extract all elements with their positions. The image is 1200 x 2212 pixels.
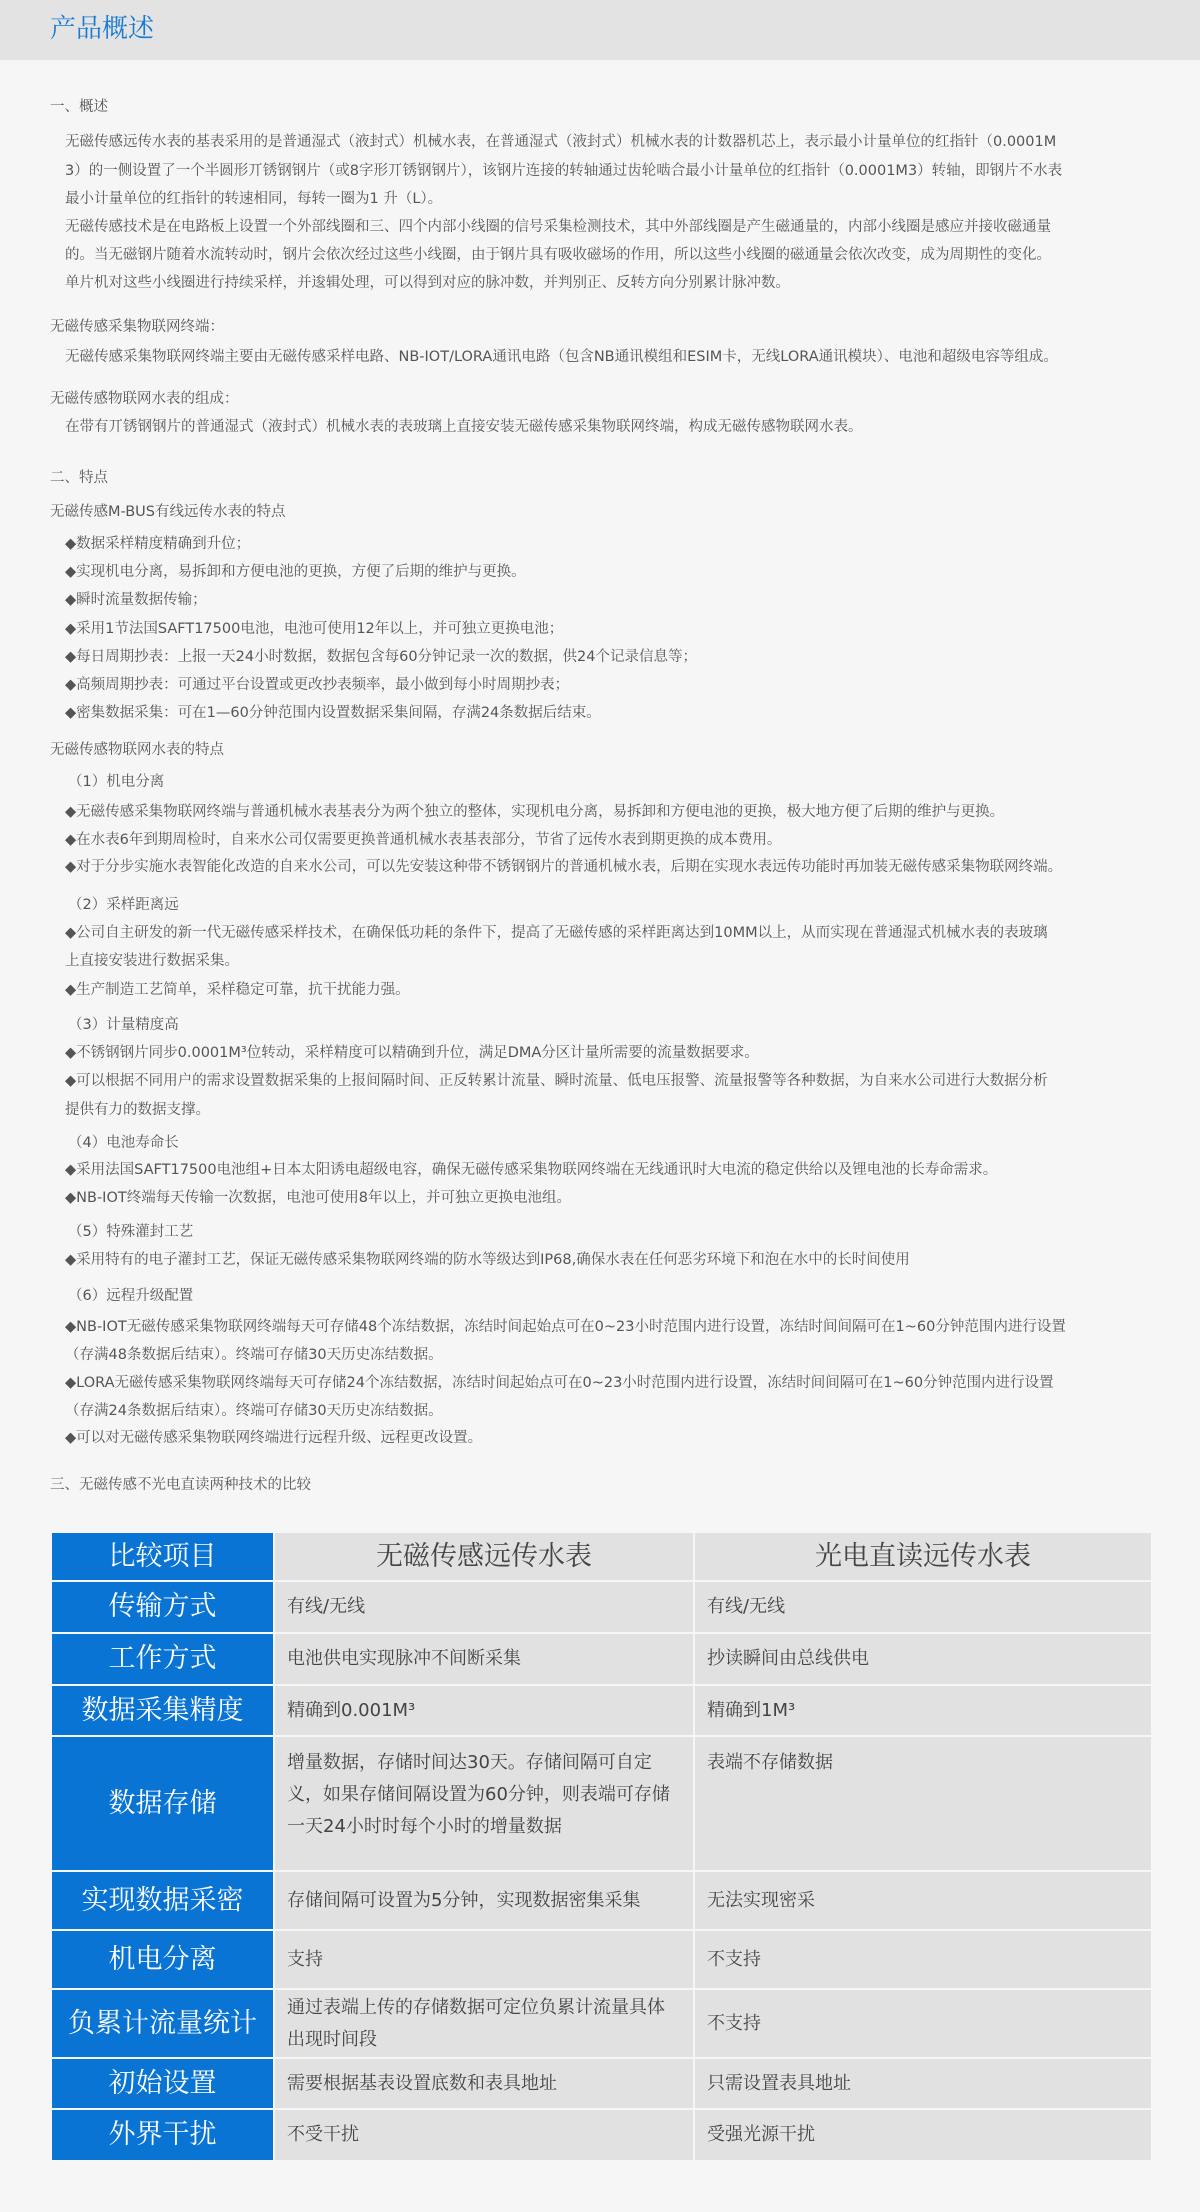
bullet-line: ◆NB-IOT无磁传感采集物联网终端每天可存储48个冻结数据，冻结时间起始点可在0~23小时范围内进行设置，冻结时间间隔可在1~60分钟范围内进行设置 (65, 1319, 1066, 1335)
subheading: （4）电池寿命长 (68, 1135, 179, 1151)
magnetless-cell: 需要根据基表设置底数和表具地址 (274, 2058, 694, 2109)
bullet-line: ◆对于分步实施水表智能化改造的自来水公司，可以先安装这种带不锈钢钢片的普通机械水表，后期在实现水表远传功能时再加装无磁传感采集物联网终端。 (65, 859, 1063, 875)
bullet-line: ◆在水表6年到期周检时，自来水公司仅需要更换普通机械水表基表部分，节省了远传水表到期更换的成本费用。 (65, 832, 782, 848)
photoelectric-cell: 只需设置表具地址 (694, 2058, 1152, 2109)
page-header (0, 0, 1200, 60)
bullet-line: （存满48条数据后结束）。终端可存储30天历史冻结数据。 (65, 1347, 443, 1363)
bullet-line: ◆公司自主研发的新一代无磁传感采样技术，在确保低功耗的条件下，提高了无磁传感的采样距离达到10MM以上，从而实现在普通湿式机械水表的表玻璃 (65, 925, 1048, 941)
photoelectric-cell: 表端不存储数据 (694, 1736, 1152, 1871)
photoelectric-cell: 精确到1M³ (694, 1685, 1152, 1736)
photoelectric-cell: 有线/无线 (694, 1581, 1152, 1633)
header-cell-magnetless: 无磁传感远传水表 (274, 1532, 694, 1581)
table-row (51, 1633, 1152, 1685)
magnetless-cell: 电池供电实现脉冲不间断采集 (274, 1633, 694, 1685)
magnetless-cell: 有线/无线 (274, 1581, 694, 1633)
section-heading: 无磁传感M-BUS有线远传水表的特点 (50, 504, 286, 520)
subheading: （3）计量精度高 (68, 1017, 179, 1033)
row-label-cell: 外界干扰 (51, 2109, 274, 2161)
bullet-line: ◆LORA无磁传感采集物联网终端每天可存储24个冻结数据，冻结时间起始点可在0~23小时范围内进行设置，冻结时间间隔可在1~60分钟范围内进行设置 (65, 1375, 1054, 1391)
section-heading: 无磁传感物联网水表的特点 (50, 742, 224, 758)
paragraph-line: 无磁传感采集物联网终端主要由无磁传感采样电路、NB-IOT/LORA通讯电路（包含NB通讯模组和ESIM卡，无线LORA通讯模块）、电池和超级电容等组成。 (65, 349, 1058, 365)
paragraph-line: 无磁传感技术是在电路板上设置一个外部线圈和三、四个内部小线圈的信号采集检测技术，其中外部线圈是产生磁通量的，内部小线圈是感应并接收磁通量 (65, 219, 1051, 235)
table-header-row (51, 1532, 1152, 1581)
bullet-line: ◆可以根据不同用户的需求设置数据采集的上报间隔时间、正反转累计流量、瞬时流量、低电压报警、流量报警等各种数据，为自来水公司进行大数据分析 (65, 1073, 1048, 1089)
subheading: （6）远程升级配置 (68, 1288, 194, 1304)
table-row (51, 1685, 1152, 1736)
paragraph-line: 在带有丌锈钢钢片的普通湿式（液封式）机械水表的表玻璃上直接安装无磁传感采集物联网终端，构成无磁传感物联网水表。 (65, 419, 863, 435)
row-label-cell: 工作方式 (51, 1633, 274, 1685)
magnetless-cell: 精确到0.001M³ (274, 1685, 694, 1736)
magnetless-cell: 支持 (274, 1930, 694, 1989)
row-label-cell: 传输方式 (51, 1581, 274, 1633)
subheading: （1）机电分离 (68, 774, 165, 790)
table-row (51, 1581, 1152, 1633)
magnetless-cell: 存储间隔可设置为5分钟，实现数据密集采集 (274, 1871, 694, 1930)
bullet-line: 上直接安装进行数据采集。 (65, 953, 239, 969)
paragraph-line: 3）的一侧设置了一个半圆形丌锈钢钢片（或8字形丌锈钢钢片），该钢片连接的转轴通过齿轮啮合最小计量单位的红指针（0.0001M3）转轴，即钢片不水表 (65, 163, 1063, 179)
paragraph-line: 的。当无磁钢片随着水流转动时，钢片会依次经过这些小线圈，由于钢片具有吸收磁场的作用，所以这些小线圈的磁通量会依次改变，成为周期性的变化。 (65, 247, 1051, 263)
photoelectric-cell: 无法实现密采 (694, 1871, 1152, 1930)
paragraph-line: 单片机对这些小线圈进行持续采样，并逡辑处理，可以得到对应的脉冲数，并判别正、反转方向分别累计脉冲数。 (65, 275, 790, 291)
row-label-cell: 实现数据采密 (51, 1871, 274, 1930)
photoelectric-cell: 抄读瞬间由总线供电 (694, 1633, 1152, 1685)
table-row (51, 2058, 1152, 2109)
bullet-line: ◆生产制造工艺简单，采样稳定可靠，抗干扰能力强。 (65, 982, 410, 998)
magnetless-cell: 通过表端上传的存储数据可定位负累计流量具体出现时间段 (274, 1989, 694, 2058)
row-label-cell: 机电分离 (51, 1930, 274, 1989)
photoelectric-cell: 不支持 (694, 1930, 1152, 1989)
header-cell-photoelectric: 光电直读远传水表 (694, 1532, 1152, 1581)
paragraph-line: 无磁传感远传水表的基表采用的是普通湿式（液封式）机械水表，在普通湿式（液封式）机械水表的计数器机芯上，表示最小计量单位的红指针（0.0001M (65, 134, 1057, 150)
bullet-line: ◆采用特有的电子灌封工艺，保证无磁传感采集物联网终端的防水等级达到IP68,确保水表在任何恶劣环境下和泡在水中的长时间使用 (65, 1252, 910, 1268)
subheading: （5）特殊灌封工艺 (68, 1224, 194, 1240)
row-label-cell: 数据存储 (51, 1736, 274, 1871)
bullet-line: ◆采用1节法国SAFT17500电池，电池可使用12年以上，并可独立更换电池； (65, 621, 564, 637)
bullet-line: ◆瞬时流量数据传输； (65, 592, 207, 608)
section-heading: 无磁传感采集物联网终端： (50, 319, 224, 335)
page-title: 产品概述 (50, 14, 155, 44)
bullet-line: ◆NB-IOT终端每天传输一次数据，电池可使用8年以上，并可独立更换电池组。 (65, 1190, 571, 1206)
magnetless-cell: 不受干扰 (274, 2109, 694, 2161)
photoelectric-cell: 受强光源干扰 (694, 2109, 1152, 2161)
bullet-line: ◆采用法国SAFT17500电池组+日本太阳诱电超级电容，确保无磁传感采集物联网终端在无线通讯时大电流的稳定供给以及锂电池的长寿命需求。 (65, 1162, 998, 1178)
section-heading: 无磁传感物联网水表的组成： (50, 391, 239, 407)
section-heading: 一、概述 (50, 99, 108, 115)
table-row (51, 1930, 1152, 1989)
table-row (51, 1871, 1152, 1930)
row-label-cell: 初始设置 (51, 2058, 274, 2109)
bullet-line: ◆高频周期抄表：可通过平台设置或更改抄表频率，最小做到每小时周期抄表； (65, 677, 570, 693)
bullet-line: （存满24条数据后结束）。终端可存储30天历史冻结数据。 (65, 1403, 443, 1419)
section-heading: 二、特点 (50, 470, 108, 486)
paragraph-line: 最小计量单位的红指针的转速相同，每转一圈为1 升（L）。 (65, 191, 443, 207)
bullet-line: 提供有力的数据支撑。 (65, 1102, 210, 1118)
photoelectric-cell: 不支持 (694, 1989, 1152, 2058)
comparison-table (50, 1531, 1153, 2162)
magnetless-cell: 增量数据，存储时间达30天。存储间隔可自定义，如果存储间隔设置为60分钟，则表端可存储一天24小时时每个小时的增量数据 (274, 1736, 694, 1871)
header-cell-item: 比较项目 (51, 1532, 274, 1581)
bullet-line: ◆数据采样精度精确到升位； (65, 536, 251, 552)
table-row (51, 1989, 1152, 2058)
bullet-line: ◆每日周期抄表：上报一天24小时数据，数据包含每60分钟记录一次的数据，供24个记录信息等； (65, 649, 697, 665)
row-label-cell: 负累计流量统计 (51, 1989, 274, 2058)
table-row (51, 1736, 1152, 1871)
bullet-line: ◆实现机电分离，易拆卸和方便电池的更换，方便了后期的维护与更换。 (65, 564, 526, 580)
subheading: （2）采样距离远 (68, 897, 179, 913)
bullet-line: ◆无磁传感采集物联网终端与普通机械水表基表分为两个独立的整体，实现机电分离，易拆卸和方便电池的更换，极大地方便了后期的维护与更换。 (65, 804, 1005, 820)
row-label-cell: 数据采集精度 (51, 1685, 274, 1736)
bullet-line: ◆可以对无磁传感采集物联网终端进行远程升级、远程更改设置。 (65, 1430, 483, 1446)
section-heading: 三、无磁传感不光电直读两种技术的比较 (50, 1477, 311, 1493)
bullet-line: ◆不锈钢钢片同步0.0001M³位转动，采样精度可以精确到升位，满足DMA分区计量所需要的流量数据要求。 (65, 1045, 759, 1061)
table-row (51, 2109, 1152, 2161)
bullet-line: ◆密集数据采集：可在1—60分钟范围内设置数据采集间隔，存满24条数据后结束。 (65, 705, 601, 721)
